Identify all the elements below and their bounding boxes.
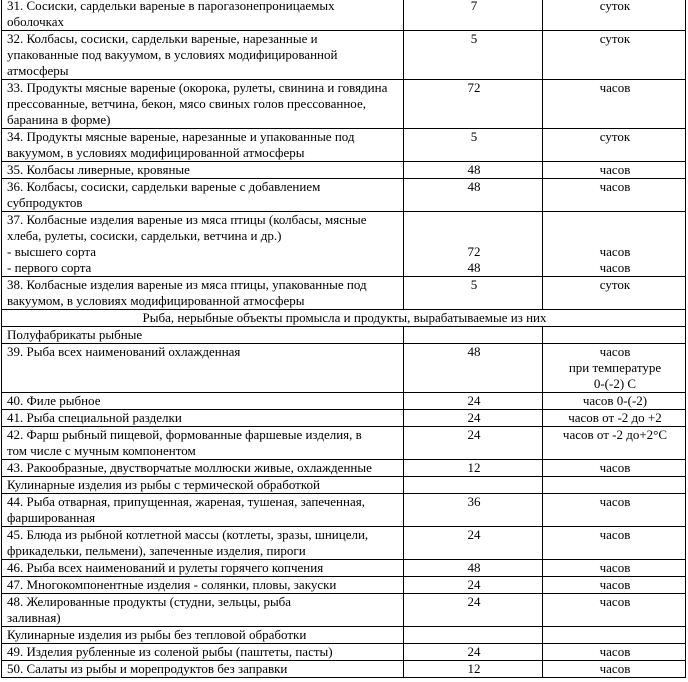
shelf-life-value — [409, 212, 539, 228]
product-name-line: - первого сорта — [7, 260, 92, 275]
product-name-cell — [2, 393, 404, 410]
shelf-life-unit: часов 0-(-2) — [582, 393, 648, 408]
shelf-life-value-cell — [403, 277, 542, 310]
table-row — [2, 162, 686, 179]
product-name-cell — [2, 460, 404, 477]
product-name-line: - высшего сорта — [7, 244, 96, 259]
empty-cell — [542, 477, 685, 494]
product-name-line: 44. Рыба отварная, припущенная, жареная, тушеная, запеченная, — [7, 494, 365, 509]
shelf-life-value-cell — [403, 427, 542, 460]
section-heading: Рыба, нерыбные объекты промысла и продукты, вырабатываемые из них — [2, 310, 686, 327]
shelf-life-value-cell — [403, 644, 542, 661]
product-name-line: 42. Фарш рыбный пищевой, формованные фаршевые изделия, в — [7, 427, 362, 442]
section-row — [2, 310, 686, 327]
table-row — [2, 427, 686, 460]
shelf-life-unit-cell — [542, 577, 685, 594]
product-name-line: 39. Рыба всех наименований охлажденная — [7, 344, 241, 359]
product-name-cell — [2, 162, 404, 179]
shelf-life-value: 5 — [470, 129, 478, 144]
table-row — [2, 344, 686, 393]
shelf-life-unit: часов — [599, 344, 631, 359]
shelf-life-unit-cell — [542, 393, 685, 410]
product-name-line: 31. Сосиски, сардельки вареные в парогазонепроницаемых — [7, 0, 335, 13]
product-name-line: 40. Филе рыбное — [7, 393, 101, 408]
shelf-life-value-cell — [403, 494, 542, 527]
shelf-life-value-cell — [403, 212, 542, 277]
shelf-life-value-cell — [403, 80, 542, 129]
product-name-cell — [2, 344, 404, 393]
product-name-cell — [2, 427, 404, 460]
product-name-line: заливная) — [7, 610, 61, 625]
shelf-life-unit-cell — [542, 494, 685, 527]
product-name-line: баранина в форме) — [7, 112, 111, 127]
shelf-life-unit-cell — [542, 594, 685, 627]
product-name-line: 43. Ракообразные, двустворчатые моллюски живые, охлажденные — [7, 460, 372, 475]
shelf-life-unit: суток — [599, 31, 631, 46]
shelf-life-value: 24 — [467, 644, 481, 659]
product-name-cell — [2, 129, 404, 162]
shelf-life-value-cell — [403, 661, 542, 678]
product-name-line: фрикадельки, пельмени), запеченные изделия, пироги — [7, 543, 306, 558]
product-name-line: 47. Многокомпонентные изделия - солянки, пловы, закуски — [7, 577, 337, 592]
shelf-life-unit: часов — [599, 594, 631, 609]
shelf-life-unit-cell — [542, 0, 685, 31]
shelf-life-value: 24 — [467, 410, 481, 425]
product-name-cell — [2, 644, 404, 661]
shelf-life-value: 24 — [467, 527, 481, 542]
table-row — [2, 393, 686, 410]
product-name-cell — [2, 594, 404, 627]
shelf-life-unit-cell — [542, 410, 685, 427]
table-row — [2, 527, 686, 560]
subsection-heading: Кулинарные изделия из рыбы с термической обработкой — [2, 477, 404, 494]
product-name-line: 34. Продукты мясные вареные, нарезанные и упакованные под — [7, 129, 355, 144]
product-name-cell — [2, 31, 404, 80]
shelf-life-unit: часов — [599, 244, 631, 259]
shelf-life-unit: часов — [599, 494, 631, 509]
product-name-line: том числе с мучным компонентом — [7, 443, 196, 458]
shelf-life-unit: часов — [599, 661, 631, 676]
product-name-line: прессованные, ветчина, бекон, мясо свиных голов прессованное, — [7, 96, 366, 111]
shelf-life-unit: часов — [599, 644, 631, 659]
table-row — [2, 560, 686, 577]
product-name-line: 38. Колбасные изделия вареные из мяса птицы, упакованные под — [7, 277, 367, 292]
product-name-line: оболочках — [7, 14, 65, 29]
product-name-line: 49. Изделия рубленные из соленой рыбы (паштеты, пасты) — [7, 644, 333, 659]
empty-cell — [403, 327, 542, 344]
subheader-row — [2, 477, 686, 494]
shelf-life-unit-cell — [542, 661, 685, 678]
table-row — [2, 212, 686, 277]
product-name-line: 45. Блюда из рыбной котлетной массы (котлеты, зразы, шницели, — [7, 527, 369, 542]
shelf-life-unit-cell — [542, 31, 685, 80]
product-name-line: 41. Рыба специальной разделки — [7, 410, 182, 425]
shelf-life-unit-cell — [542, 179, 685, 212]
shelf-life-value: 24 — [467, 393, 481, 408]
product-name-line: 48. Желированные продукты (студни, зельцы, рыба — [7, 594, 292, 609]
shelf-life-value-cell — [403, 393, 542, 410]
shelf-life-value: 7 — [470, 0, 478, 13]
product-name-line: хлеба, рулеты, сосиски, сардельки, ветчина и др.) — [7, 228, 282, 243]
shelf-life-unit: часов — [599, 260, 631, 275]
shelf-life-unit-cell — [542, 344, 685, 393]
shelf-life-value-cell — [403, 594, 542, 627]
shelf-life-value-cell — [403, 129, 542, 162]
shelf-life-value: 72 — [467, 80, 481, 95]
empty-cell — [403, 627, 542, 644]
product-name-line: 32. Колбасы, сосиски, сардельки вареные, нарезанные и — [7, 31, 318, 46]
product-name-cell — [2, 277, 404, 310]
shelf-life-value: 5 — [470, 31, 478, 46]
shelf-life-table — [1, 0, 686, 678]
shelf-life-unit-cell — [542, 460, 685, 477]
shelf-life-value: 48 — [467, 179, 481, 194]
empty-cell — [542, 327, 685, 344]
shelf-life-value: 5 — [470, 277, 478, 292]
shelf-life-value: 72 — [467, 244, 481, 259]
table-row — [2, 577, 686, 594]
product-name-line: 33. Продукты мясные вареные (окорока, рулеты, свинина и говядина — [7, 80, 388, 95]
product-name-cell — [2, 560, 404, 577]
shelf-life-unit: часов — [599, 560, 631, 575]
shelf-life-value-cell — [403, 577, 542, 594]
shelf-life-value: 48 — [467, 162, 481, 177]
shelf-life-unit: 0-(-2) С — [593, 376, 637, 391]
table-row — [2, 31, 686, 80]
product-name-line: 37. Колбасные изделия вареные из мяса птицы (колбасы, мясные — [7, 212, 367, 227]
shelf-life-value: 24 — [467, 427, 481, 442]
product-name-cell — [2, 179, 404, 212]
shelf-life-unit: часов — [599, 577, 631, 592]
shelf-life-unit: часов — [599, 80, 631, 95]
shelf-life-value — [409, 228, 539, 244]
shelf-life-value-cell — [403, 410, 542, 427]
shelf-life-value: 36 — [467, 494, 481, 509]
shelf-life-unit: часов — [599, 527, 631, 542]
empty-cell — [403, 477, 542, 494]
table-body — [2, 0, 686, 678]
shelf-life-unit-cell — [542, 129, 685, 162]
shelf-life-unit: часов от -2 до +2 — [568, 410, 662, 425]
product-name-line: 46. Рыба всех наименований и рулеты горячего копчения — [7, 560, 324, 575]
product-name-line: субпродуктов — [7, 195, 83, 210]
shelf-life-unit: суток — [599, 129, 631, 144]
table-row — [2, 661, 686, 678]
table-row — [2, 0, 686, 31]
product-name-line: фаршированная — [7, 510, 96, 525]
shelf-life-value-cell — [403, 344, 542, 393]
subsection-heading: Полуфабрикаты рыбные — [2, 327, 404, 344]
shelf-life-unit-cell — [542, 644, 685, 661]
product-name-line: 36. Колбасы, сосиски, сардельки вареные с добавлением — [7, 179, 321, 194]
shelf-life-value-cell — [403, 162, 542, 179]
shelf-life-value: 48 — [467, 260, 481, 275]
shelf-life-unit-cell — [542, 80, 685, 129]
shelf-life-unit-cell — [542, 212, 685, 277]
product-name-cell — [2, 0, 404, 31]
table-row — [2, 494, 686, 527]
table-row — [2, 179, 686, 212]
shelf-life-unit-cell — [542, 162, 685, 179]
product-name-cell — [2, 577, 404, 594]
product-name-line: вакуумом, в условиях модифицированной атмосферы — [7, 145, 305, 160]
product-name-cell — [2, 527, 404, 560]
table-row — [2, 129, 686, 162]
shelf-life-unit: суток — [599, 277, 631, 292]
shelf-life-value: 24 — [467, 577, 481, 592]
table-row — [2, 460, 686, 477]
shelf-life-value: 24 — [467, 594, 481, 609]
shelf-life-value: 12 — [467, 661, 481, 676]
table-row — [2, 644, 686, 661]
table-row — [2, 277, 686, 310]
table-row — [2, 594, 686, 627]
shelf-life-unit: при температуре — [568, 360, 662, 375]
product-name-cell — [2, 494, 404, 527]
product-name-cell — [2, 80, 404, 129]
shelf-life-value-cell — [403, 31, 542, 80]
shelf-life-unit: часов — [599, 460, 631, 475]
shelf-life-unit: суток — [599, 0, 631, 13]
subsection-heading: Кулинарные изделия из рыбы без тепловой обработки — [2, 627, 404, 644]
product-name-line: атмосферы — [7, 63, 69, 78]
shelf-life-unit-cell — [542, 527, 685, 560]
product-name-cell — [2, 212, 404, 277]
shelf-life-unit — [548, 228, 682, 244]
table-row — [2, 80, 686, 129]
subheader-row — [2, 627, 686, 644]
shelf-life-value: 48 — [467, 344, 481, 359]
shelf-life-unit-cell — [542, 427, 685, 460]
table-row — [2, 410, 686, 427]
shelf-life-value: 12 — [467, 460, 481, 475]
shelf-life-unit-cell — [542, 560, 685, 577]
shelf-life-unit: часов от -2 до+2°С — [562, 427, 668, 442]
shelf-life-unit: часов — [599, 162, 631, 177]
shelf-life-value: 48 — [467, 560, 481, 575]
subheader-row — [2, 327, 686, 344]
product-name-line: вакуумом, в условиях модифицированной атмосферы — [7, 293, 305, 308]
shelf-life-value-cell — [403, 179, 542, 212]
product-name-line: 50. Салаты из рыбы и морепродуктов без заправки — [7, 661, 288, 676]
shelf-life-value-cell — [403, 0, 542, 31]
product-name-line: 35. Колбасы ливерные, кровяные — [7, 162, 190, 177]
shelf-life-value-cell — [403, 527, 542, 560]
shelf-life-unit-cell — [542, 277, 685, 310]
product-name-cell — [2, 410, 404, 427]
shelf-life-unit — [548, 212, 682, 228]
empty-cell — [542, 627, 685, 644]
shelf-life-value-cell — [403, 460, 542, 477]
product-name-line: упакованные под вакуумом, в условиях модифицированной — [7, 47, 338, 62]
product-name-cell — [2, 661, 404, 678]
shelf-life-value-cell — [403, 560, 542, 577]
shelf-life-unit: часов — [599, 179, 631, 194]
